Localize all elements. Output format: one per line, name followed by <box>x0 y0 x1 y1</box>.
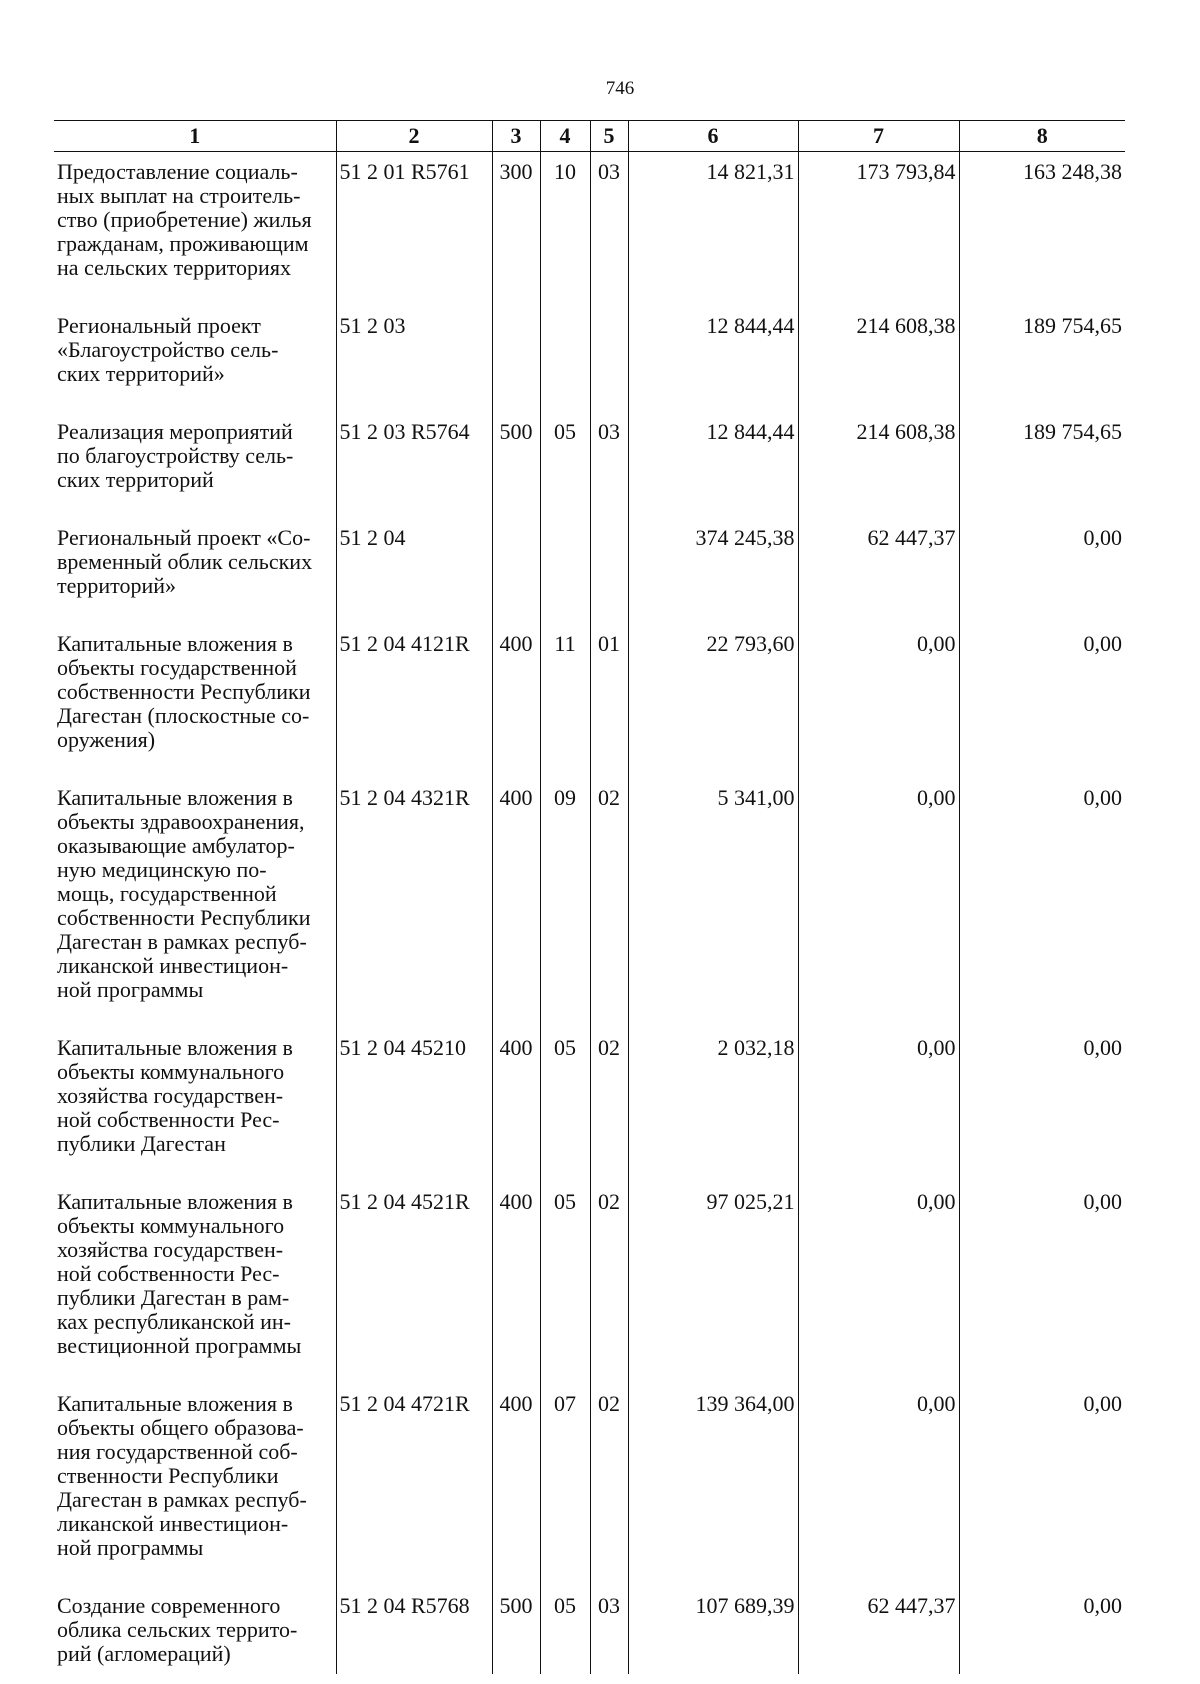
table-header-row <box>54 121 1125 152</box>
amount-col-8: 189 754,65 <box>959 306 1125 412</box>
budget-code: 51 2 04 4321R <box>336 778 492 1028</box>
table-row <box>54 778 1125 1028</box>
expense-type-code: 300 <box>492 152 540 307</box>
amount-col-6: 2 032,18 <box>628 1028 798 1182</box>
section-code: 05 <box>540 1182 590 1384</box>
amount-col-6: 5 341,00 <box>628 778 798 1028</box>
table-row <box>54 1586 1125 1674</box>
amount-col-7: 214 608,38 <box>798 306 959 412</box>
expense-type-code: 400 <box>492 1028 540 1182</box>
expense-type-code: 500 <box>492 1586 540 1674</box>
amount-col-7: 214 608,38 <box>798 412 959 518</box>
budget-code: 51 2 04 4721R <box>336 1384 492 1586</box>
amount-col-8: 163 248,38 <box>959 152 1125 307</box>
expense-type-code: 400 <box>492 778 540 1028</box>
expense-type-code: 500 <box>492 412 540 518</box>
budget-code: 51 2 03 R5764 <box>336 412 492 518</box>
column-header-7: 7 <box>798 121 959 152</box>
amount-col-6: 12 844,44 <box>628 412 798 518</box>
section-code: 05 <box>540 1028 590 1182</box>
table-row <box>54 152 1125 307</box>
amount-col-6: 139 364,00 <box>628 1384 798 1586</box>
item-name: Предоставление социаль- ных выплат на строитель- ство (приобретение) жилья гражданам, проживающим на сельских территориях <box>57 159 312 280</box>
amount-col-8: 0,00 <box>959 778 1125 1028</box>
section-code: 05 <box>540 412 590 518</box>
amount-col-7: 62 447,37 <box>798 1586 959 1674</box>
section-code: 11 <box>540 624 590 778</box>
item-name: Капитальные вложения в объекты коммунального хозяйства государствен- ной собственности Рес- публики Дагестан <box>57 1035 293 1156</box>
budget-code: 51 2 03 <box>336 306 492 412</box>
amount-col-8: 0,00 <box>959 1182 1125 1384</box>
amount-col-7: 62 447,37 <box>798 518 959 624</box>
column-header-6: 6 <box>628 121 798 152</box>
amount-col-6: 22 793,60 <box>628 624 798 778</box>
column-header-4: 4 <box>540 121 590 152</box>
amount-col-7: 0,00 <box>798 778 959 1028</box>
section-code <box>540 518 590 624</box>
amount-col-6: 14 821,31 <box>628 152 798 307</box>
section-code: 09 <box>540 778 590 1028</box>
table-body <box>54 152 1125 1675</box>
item-name: Реализация мероприятий по благоустройству сель- ских территорий <box>57 419 294 492</box>
item-name: Капитальные вложения в объекты коммунального хозяйства государствен- ной собственности Рес- публики Дагестан в рам- ках республиканской ин- вестиционной программы <box>57 1189 302 1358</box>
amount-col-8: 0,00 <box>959 518 1125 624</box>
subsection-code <box>590 518 628 624</box>
amount-col-7: 0,00 <box>798 1028 959 1182</box>
subsection-code <box>590 306 628 412</box>
table-row <box>54 412 1125 518</box>
table-row <box>54 1182 1125 1384</box>
subsection-code: 02 <box>590 1028 628 1182</box>
item-name: Создание современного облика сельских террито- рий (агломераций) <box>57 1593 298 1666</box>
budget-code: 51 2 04 4121R <box>336 624 492 778</box>
item-name: Региональный проект «Благоустройство сель- ских территорий» <box>57 313 279 386</box>
budget-code: 51 2 04 4521R <box>336 1182 492 1384</box>
column-header-3: 3 <box>492 121 540 152</box>
amount-col-6: 12 844,44 <box>628 306 798 412</box>
amount-col-7: 0,00 <box>798 624 959 778</box>
budget-code: 51 2 01 R5761 <box>336 152 492 307</box>
expense-type-code: 400 <box>492 1182 540 1384</box>
section-code: 05 <box>540 1586 590 1674</box>
budget-table <box>54 120 1125 1674</box>
subsection-code: 03 <box>590 152 628 307</box>
item-name: Капитальные вложения в объекты здравоохранения, оказывающие амбулатор- ную медицинскую по- мощь, государственной собственности Республики Дагестан в рамках респуб- ликанской инвестицион- ной программы <box>57 785 311 1002</box>
amount-col-8: 0,00 <box>959 1384 1125 1586</box>
section-code <box>540 306 590 412</box>
item-name: Капитальные вложения в объекты государственной собственности Республики Дагестан (плоскостные со- оружения) <box>57 631 311 752</box>
item-name: Региональный проект «Со- временный облик сельских территорий» <box>57 525 313 598</box>
amount-col-6: 374 245,38 <box>628 518 798 624</box>
table-row <box>54 518 1125 624</box>
expense-type-code <box>492 518 540 624</box>
amount-col-6: 97 025,21 <box>628 1182 798 1384</box>
column-header-5: 5 <box>590 121 628 152</box>
amount-col-7: 173 793,84 <box>798 152 959 307</box>
section-code: 10 <box>540 152 590 307</box>
budget-code: 51 2 04 45210 <box>336 1028 492 1182</box>
budget-code: 51 2 04 R5768 <box>336 1586 492 1674</box>
subsection-code: 01 <box>590 624 628 778</box>
page-number: 746 <box>605 78 635 99</box>
amount-col-8: 0,00 <box>959 1586 1125 1674</box>
column-header-2: 2 <box>336 121 492 152</box>
expense-type-code: 400 <box>492 624 540 778</box>
item-name: Капитальные вложения в объекты общего образова- ния государственной соб- ственности Республики Дагестан в рамках респуб- ликанской инвестицион- ной программы <box>57 1391 307 1560</box>
amount-col-6: 107 689,39 <box>628 1586 798 1674</box>
subsection-code: 02 <box>590 778 628 1028</box>
subsection-code: 03 <box>590 412 628 518</box>
subsection-code: 03 <box>590 1586 628 1674</box>
section-code: 07 <box>540 1384 590 1586</box>
column-header-1: 1 <box>54 121 336 152</box>
table-row <box>54 306 1125 412</box>
amount-col-8: 189 754,65 <box>959 412 1125 518</box>
amount-col-8: 0,00 <box>959 1028 1125 1182</box>
amount-col-7: 0,00 <box>798 1182 959 1384</box>
amount-col-8: 0,00 <box>959 624 1125 778</box>
amount-col-7: 0,00 <box>798 1384 959 1586</box>
column-header-8: 8 <box>959 121 1125 152</box>
subsection-code: 02 <box>590 1384 628 1586</box>
table-row <box>54 1028 1125 1182</box>
expense-type-code: 400 <box>492 1384 540 1586</box>
budget-code: 51 2 04 <box>336 518 492 624</box>
table-row <box>54 1384 1125 1586</box>
expense-type-code <box>492 306 540 412</box>
subsection-code: 02 <box>590 1182 628 1384</box>
table-row <box>54 624 1125 778</box>
